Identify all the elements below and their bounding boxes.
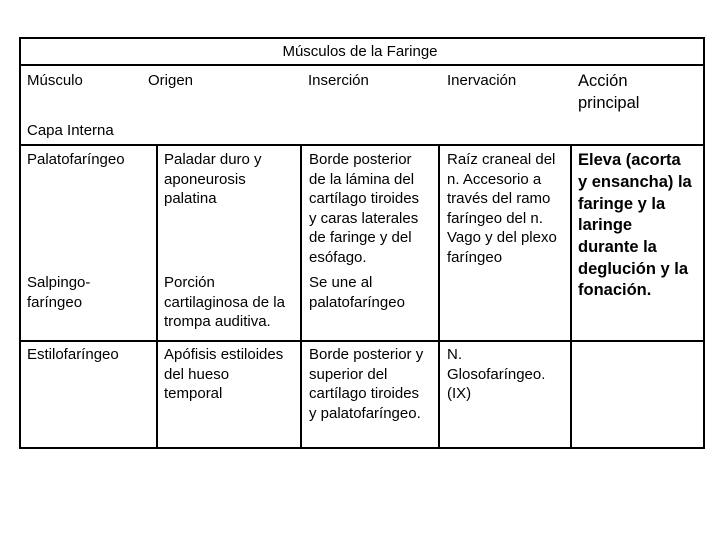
shared-accion-line: deglución y la — [578, 259, 689, 278]
row2-origen-line: Porción — [164, 274, 215, 291]
row2-origen-line: trompa auditiva. — [164, 313, 271, 330]
shared-accion-line: durante la — [578, 238, 657, 256]
title-divider — [19, 64, 705, 66]
header-musculo: Músculo — [27, 72, 83, 89]
row3-origen-line: temporal — [164, 385, 223, 402]
shared-accion-line: fonación. — [578, 281, 652, 299]
shared-inervacion-line: faríngeo del n. — [447, 209, 543, 227]
header-origen: Origen — [148, 72, 194, 89]
shared-inervacion-line: través del ramo — [447, 190, 551, 207]
shared-inervacion-line: Raíz craneal del — [447, 151, 556, 168]
row3-insercion-line: cartílago tiroides — [309, 385, 420, 402]
accion-bottom-divider — [570, 340, 705, 342]
header-accion-line2: principal — [578, 94, 640, 112]
row2-insercion-line: Se une al — [309, 274, 373, 291]
row1-origen-line: aponeurosis — [164, 170, 246, 188]
header-accion-line1: Acción — [578, 72, 628, 90]
section-divider — [19, 144, 705, 146]
shared-inervacion-line: Vago y del plexo — [447, 229, 557, 246]
row2-origen-line: cartilaginosa de la — [164, 293, 285, 311]
row2-musculo-line: faríngeo — [27, 293, 83, 311]
row3-inervacion-line: Glosofaríngeo. — [447, 365, 546, 383]
shared-accion-line: laringe — [578, 216, 633, 234]
row3-origen-line: del hueso — [164, 365, 230, 383]
header-insercion: Inserción — [308, 72, 369, 89]
shared-inervacion-line: n. Accesorio a — [447, 170, 542, 188]
row1-musculo: Palatofaríngeo — [27, 151, 125, 168]
row1-insercion-line: de faringe y del — [309, 229, 412, 246]
row1-origen-line: Paladar duro y — [164, 151, 262, 168]
shared-accion-line: faringe y la — [578, 194, 666, 213]
row3-inervacion-line: N. — [447, 346, 462, 363]
row3-insercion-line: y palatofaríngeo. — [309, 404, 421, 422]
col-divider-accion — [570, 144, 572, 449]
section-label: Capa Interna — [27, 122, 114, 139]
row1-insercion-line: esófago. — [309, 248, 367, 266]
col-divider-origen — [156, 144, 158, 449]
row2-insercion-line: palatofaríngeo — [309, 293, 405, 311]
row3-inervacion-line: (IX) — [447, 385, 472, 402]
row1-insercion-line: y caras laterales — [309, 209, 419, 227]
row1-origen-line: palatina — [164, 190, 217, 207]
header-inervacion: Inervación — [447, 72, 517, 89]
row-divider-stilo — [19, 340, 572, 342]
row1-insercion-line: Borde posterior — [309, 151, 412, 168]
col-divider-inervacion — [438, 144, 440, 449]
row3-origen-line: Apófisis estiloides — [164, 346, 284, 363]
row3-insercion-line: Borde posterior y — [309, 346, 424, 363]
row1-insercion-line: cartílago tiroides — [309, 190, 420, 207]
shared-accion-line: Eleva (acorta — [578, 151, 681, 169]
shared-accion-line: y ensancha) la — [578, 173, 692, 191]
row2-musculo-line: Salpingo- — [27, 274, 91, 291]
row3-insercion-line: superior del — [309, 365, 388, 383]
table-title: Músculos de la Faringe — [282, 43, 438, 60]
row1-insercion-line: de la lámina del — [309, 170, 415, 188]
col-divider-insercion — [300, 144, 302, 449]
shared-inervacion-line: faríngeo — [447, 248, 503, 266]
row3-musculo: Estilofaríngeo — [27, 346, 119, 363]
